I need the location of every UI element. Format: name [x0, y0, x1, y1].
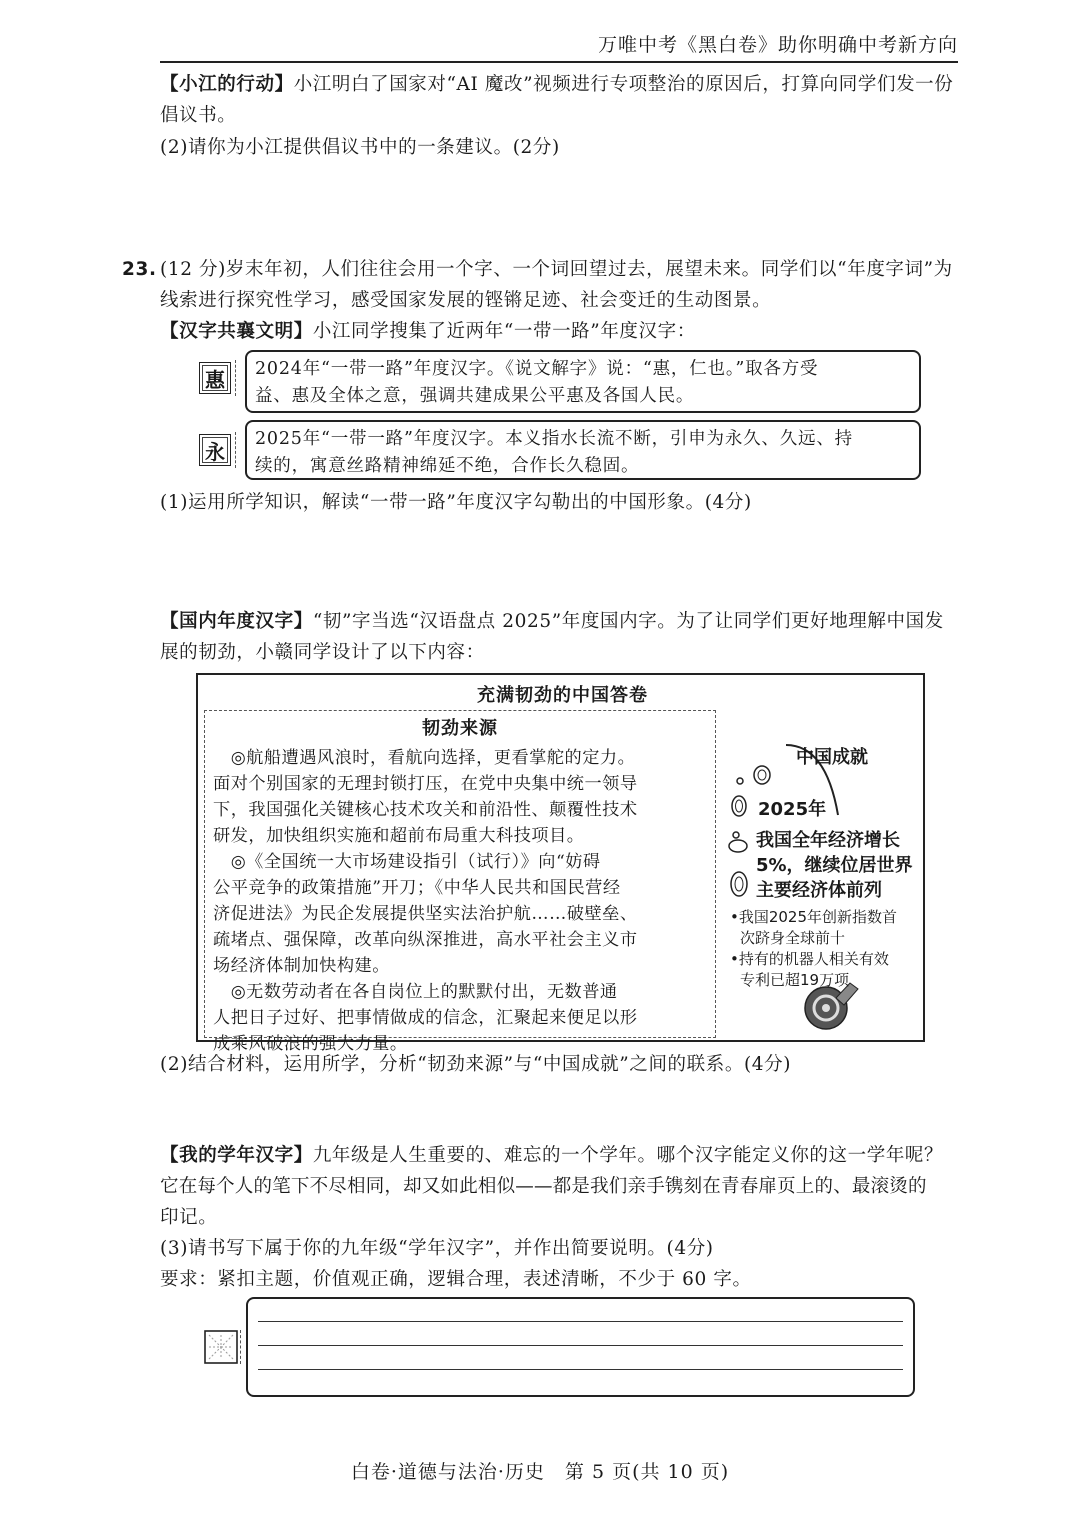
resilience-source-title: 韧劲来源 [422, 718, 498, 739]
q23-section3-line-1: 九年级是人生重要的、难忘的一个学年。哪个汉字能定义你的这一学年呢？ [312, 1145, 944, 1166]
resilience-source-panel [204, 710, 716, 1054]
yong-description-box [245, 420, 921, 480]
q23-requirement: 要求：紧扣主题，价值观正确，逻辑合理，表述清晰，不少于 60 字。 [160, 1269, 752, 1290]
yong-line-1: 2025年“一带一路”年度汉字。本义指水长流不断，引申为永久、久远、持 [255, 429, 853, 449]
page-header: 万唯中考《黑白卷》助你明确中考新方向 [597, 34, 958, 56]
bubble-icon [733, 832, 739, 838]
hui-line-2: 益、惠及全体之意，强调共建成果公平惠及各国人民。 [255, 386, 695, 406]
q23-section3-line-3: 印记。 [160, 1207, 218, 1228]
bullet-line: 次跻身全球前十 [740, 929, 846, 947]
economic-growth-text [756, 828, 913, 903]
bullet-line: •我国2025年创新指数首 [730, 908, 898, 926]
connector-hui-line [235, 360, 236, 396]
source-line: ◎无数劳动者在各自岗位上的默默付出，无数普通 [213, 982, 618, 1002]
source-line: ◎航船遭遇风浪时，看航向选择，更看掌舵的定力。 [213, 748, 636, 768]
q23-section3-label: 【我的学年汉字】 [160, 1145, 313, 1166]
q23-subquestion-2: (2)结合材料，运用所学，分析“韧劲来源”与“中国成就”之间的联系。(4分) [160, 1054, 792, 1075]
bullet-line: •持有的机器人相关有效 [730, 950, 889, 968]
char-hui: 惠 [202, 365, 228, 391]
growth-line: 5%，继续位居世界 [756, 855, 913, 876]
achievement-bullets [730, 907, 897, 991]
hui-line-1: 2024年“一带一路”年度汉字。《说文解字》说：“惠，仁也。”取各方受 [255, 359, 819, 379]
ruled-line [258, 1369, 903, 1370]
writing-connector-line [240, 1330, 241, 1364]
bubble-icon [731, 872, 747, 896]
ruled-line [258, 1345, 903, 1346]
q23-subquestion-3: (3)请书写下属于你的九年级“学年汉字”，并作出简要说明。(4分) [160, 1238, 714, 1259]
answer-writing-area[interactable] [246, 1297, 915, 1397]
q22-action-text: 小江明白了国家对“AI 魔改”视频进行专项整治的原因后，打算向同学们发一份 [293, 74, 954, 95]
source-line: ◎《全国统一大市场建设指引（试行）》向“妨碍 [213, 852, 601, 872]
source-line: 疏堵点、强保障，改革向纵深推进，高水平社会主义市 [213, 930, 638, 950]
q23-section2-line-2: 展的韧劲，小赣同学设计了以下内容： [160, 642, 485, 663]
achievement-year: 2025年 [758, 799, 827, 820]
source-line: 人把日子过好、把事情做成的信念，汇聚起来便足以形 [213, 1008, 638, 1028]
q22-action-label: 【小江的行动】 [160, 74, 294, 95]
hui-description-box [245, 350, 921, 413]
connector-yong-line [235, 432, 236, 468]
q22-action-paragraph [160, 70, 960, 100]
q23-subquestion-1: (1)运用所学知识，解读“一带一路”年度汉字勾勒出的中国形象。(4分) [160, 492, 752, 513]
blank-char-box[interactable] [204, 1330, 238, 1364]
q23-intro-line-2: 线索进行探究性学习，感受国家发展的铿锵足迹、社会变迁的生动图景。 [160, 290, 772, 311]
q23-section2-label: 【国内年度汉字】 [160, 611, 313, 632]
bubble-icon [758, 770, 766, 780]
bubble-icon [732, 796, 746, 816]
source-line: 研发，加快组织实施和超前布局重大科技项目。 [213, 826, 585, 846]
q23-section1-text: 小江同学搜集了近两年“一带一路”年度汉字： [312, 321, 696, 342]
source-line: 下，我国强化关键核心技术攻关和前沿性、颠覆性技术 [213, 800, 638, 820]
q22-subquestion-2: (2)请你为小江提供倡议书中的一条建议。(2分) [160, 137, 560, 158]
page-footer: 白卷·道德与法治·历史 第 5 页(共 10 页) [350, 1461, 730, 1483]
material-box [196, 673, 925, 1054]
material-title: 充满韧劲的中国答卷 [477, 685, 648, 706]
q23-section2 [160, 607, 960, 637]
source-line: 成乘风破浪的强大力量。 [213, 1034, 408, 1054]
growth-line: 主要经济体前列 [756, 880, 882, 901]
char-box-yong [199, 434, 231, 466]
ruled-line [258, 1321, 903, 1322]
header-divider [160, 61, 958, 63]
char-yong: 永 [202, 437, 228, 463]
source-line: 济促进法》为民企发展提供坚实法治护航……破壁垒、 [213, 904, 638, 924]
q23-intro-line-1: (12 分)岁末年初，人们往往会用一个字、一个词回望过去，展望未来。同学们以“年度字词”为 [160, 259, 953, 280]
yong-line-2: 续的，寓意丝路精神绵延不绝，合作长久稳固。 [255, 456, 640, 476]
bubble-icon [737, 778, 743, 784]
source-line: 场经济体制加快构建。 [213, 956, 390, 976]
bubble-icon [735, 877, 743, 891]
q23-section1-label: 【汉字共襄文明】 [160, 321, 313, 342]
bubble-icon [736, 800, 743, 812]
bubble-icon [729, 840, 747, 852]
q23-section2-line-1: “韧”字当选“汉语盘点 2025”年度国内字。为了让同学们更好地理解中国发 [312, 611, 944, 632]
q22-action-text-2: 倡议书。 [160, 105, 237, 126]
bubble-icon [754, 766, 770, 784]
growth-line: 我国全年经济增长 [756, 830, 900, 851]
q23-section3-line-2: 它在每个人的笔下不尽相同，却又如此相似——都是我们亲手镌刻在青春扉页上的、最滚烫的 [160, 1176, 927, 1197]
q23-number: 23. [122, 259, 157, 280]
bullet-line: 专利已超19万项 [740, 971, 850, 989]
char-box-hui [199, 362, 231, 394]
source-line: 面对个别国家的无理封锁打压，在党中央集中统一领导 [213, 774, 638, 794]
achievement-title: 中国成就 [796, 747, 868, 768]
q23-section1 [160, 317, 696, 347]
source-line: 公平竞争的政策措施”开刀；《中华人民共和国民营经 [213, 878, 621, 898]
q23-section3 [160, 1141, 970, 1171]
